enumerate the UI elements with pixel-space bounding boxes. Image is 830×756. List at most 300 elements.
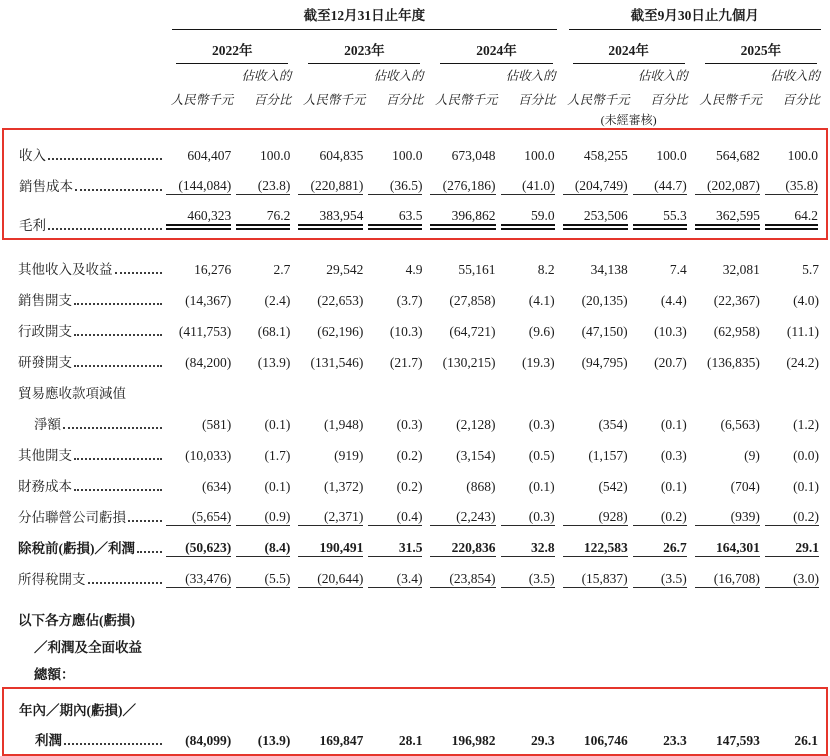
- amount-unit-label: 人民幣千元: [435, 93, 498, 107]
- cell-value: (8.4): [236, 540, 290, 557]
- row-label-text: 所得稅開支: [18, 572, 86, 587]
- row-label-cell: [3, 344, 166, 375]
- pct-cell: [501, 375, 563, 406]
- cell-value: 673,048: [451, 148, 496, 163]
- amount-cell: [298, 199, 368, 239]
- amount-cell: [563, 375, 633, 406]
- header-spacer: [298, 108, 368, 129]
- cell-value: (15,837): [563, 571, 628, 588]
- cell-value: 5.7: [802, 262, 819, 277]
- row-label-text: 研發開支: [18, 355, 72, 370]
- amount-cell: [298, 168, 368, 199]
- pct-cell: [501, 199, 563, 239]
- header-spacer: [563, 64, 633, 84]
- year-rule: 2025年: [705, 39, 817, 64]
- row-label-text: 利潤: [35, 733, 62, 748]
- cell-value: (94,795): [581, 355, 628, 370]
- amount-cell: [166, 660, 236, 688]
- cell-value: (0.1): [264, 417, 291, 432]
- table-row: [3, 530, 827, 561]
- cell-value: (0.1): [793, 479, 819, 494]
- table-row: [3, 168, 827, 199]
- pct-cell: [236, 168, 298, 199]
- amount-cell: [298, 633, 368, 660]
- pct-cell: [501, 313, 563, 344]
- pct-cell: [765, 129, 827, 168]
- row-label-cell: [3, 282, 166, 313]
- amount-cell: [430, 688, 500, 723]
- row-label-cell: [3, 499, 166, 530]
- table-row: [3, 660, 827, 688]
- amount-cell: [430, 598, 500, 633]
- pct-cell: [501, 282, 563, 313]
- year-header: [695, 30, 827, 64]
- cell-value: 362,595: [695, 208, 760, 226]
- amount-cell: [430, 633, 500, 660]
- table-row: [3, 468, 827, 499]
- cell-value: (939): [695, 509, 760, 526]
- row-label-cell: [3, 313, 166, 344]
- amount-cell: [695, 313, 765, 344]
- cell-value: 23.3: [663, 733, 687, 748]
- year-header: [166, 30, 298, 64]
- amount-cell: [430, 561, 500, 598]
- cell-value: (64,721): [449, 324, 496, 339]
- amount-cell: [563, 282, 633, 313]
- row-label: [4, 214, 166, 234]
- cell-value: (928): [563, 509, 628, 526]
- pct-cell: [633, 598, 695, 633]
- cell-value: (14,367): [185, 293, 232, 308]
- pct-cell: [633, 239, 695, 282]
- pct-cell: [633, 168, 695, 199]
- amount-cell: [166, 723, 236, 755]
- cell-value: (0.2): [396, 479, 423, 494]
- cell-value: (0.1): [264, 479, 291, 494]
- pct-cell: [633, 437, 695, 468]
- pct-cell: [501, 239, 563, 282]
- table-row: [3, 561, 827, 598]
- period-group-rule: 截至12月31日止年度: [172, 4, 556, 30]
- pct-cell: [368, 313, 430, 344]
- amount-cell: [298, 129, 368, 168]
- pct-cell: [236, 437, 298, 468]
- cell-value: (581): [202, 417, 232, 432]
- pct-cell: [765, 313, 827, 344]
- pct-cell: [236, 313, 298, 344]
- cell-value: 63.5: [368, 208, 422, 226]
- amount-cell: [298, 375, 368, 406]
- amount-cell: [430, 530, 500, 561]
- row-label-cell: [3, 688, 166, 723]
- amount-cell: [430, 468, 500, 499]
- amount-cell: [695, 406, 765, 437]
- cell-value: (0.1): [528, 479, 555, 494]
- header-spacer: [430, 108, 500, 129]
- pct-cell: [368, 660, 430, 688]
- amount-cell: [166, 688, 236, 723]
- cell-value: 16,276: [194, 262, 232, 277]
- row-label-text: 總額：: [34, 667, 75, 682]
- year-rule: 2023年: [308, 39, 420, 64]
- pct-cell: [501, 499, 563, 530]
- cell-value: (22,367): [713, 293, 760, 308]
- dot-leader: [63, 427, 162, 429]
- pct-cell: [236, 598, 298, 633]
- cell-value: (1.2): [793, 417, 819, 432]
- amount-cell: [695, 375, 765, 406]
- amount-cell: [695, 598, 765, 633]
- cell-value: 31.5: [368, 540, 422, 557]
- dot-leader: [88, 582, 163, 584]
- amount-cell: [166, 199, 236, 239]
- cell-value: 32.8: [501, 540, 555, 557]
- cell-value: 169,847: [319, 733, 364, 748]
- cell-value: (0.3): [501, 509, 555, 526]
- header-spacer: [430, 64, 500, 84]
- header-spacer: [166, 64, 236, 84]
- table-row: [3, 375, 827, 406]
- amount-cell: [166, 561, 236, 598]
- pct-cell: [633, 633, 695, 660]
- cell-value: (144,084): [166, 178, 231, 195]
- pct-cell: [368, 723, 430, 755]
- pct-cell: [501, 530, 563, 561]
- cell-value: (131,546): [310, 355, 364, 370]
- table-row: [3, 282, 827, 313]
- row-label-text: 其他開支: [18, 448, 72, 463]
- amount-cell: [166, 239, 236, 282]
- row-label: [3, 351, 166, 371]
- amount-cell: [298, 437, 368, 468]
- row-label-text: 行政開支: [18, 324, 72, 339]
- header-spacer: [368, 108, 430, 129]
- header-spacer: [3, 0, 166, 30]
- cell-value: 164,301: [695, 540, 760, 557]
- year-header: [430, 30, 562, 64]
- cell-value: (0.9): [236, 509, 290, 526]
- row-label-cell: [3, 437, 166, 468]
- pct-cell: [368, 598, 430, 633]
- pct-cell: [501, 168, 563, 199]
- pct-label-row: [3, 64, 827, 84]
- pct-cell: [765, 723, 827, 755]
- amount-cell: [563, 561, 633, 598]
- amount-cell: [166, 129, 236, 168]
- header-spacer: [695, 64, 765, 84]
- cell-value: 564,682: [715, 148, 760, 163]
- cell-value: (62,958): [713, 324, 760, 339]
- unit-header-row: [3, 84, 827, 108]
- pct-cell: [236, 660, 298, 688]
- cell-value: 26.1: [794, 733, 818, 748]
- pct-cell: [368, 282, 430, 313]
- amount-cell: [695, 437, 765, 468]
- pct-cell: [501, 344, 563, 375]
- row-label: [3, 663, 166, 683]
- row-label-cell: [3, 633, 166, 660]
- pct-cell: [368, 344, 430, 375]
- pct-cell: [633, 561, 695, 598]
- amount-cell: [695, 239, 765, 282]
- cell-value: (33,476): [166, 571, 231, 588]
- pct-cell: [633, 344, 695, 375]
- amount-cell: [166, 375, 236, 406]
- table-row: [3, 688, 827, 723]
- pct-cell: [765, 633, 827, 660]
- cell-value: (704): [730, 479, 760, 494]
- cell-value: (0.1): [660, 479, 687, 494]
- dot-leader: [74, 365, 162, 367]
- amount-cell: [695, 561, 765, 598]
- cell-value: 55.3: [633, 208, 687, 226]
- amount-cell: [430, 313, 500, 344]
- row-label-cell: [3, 598, 166, 633]
- unaudited-row: [3, 108, 827, 129]
- row-label-text: 貿易應收款項減值: [18, 386, 126, 401]
- pct-cell: [501, 598, 563, 633]
- amount-cell: [430, 723, 500, 755]
- pct-cell: [236, 530, 298, 561]
- cell-value: (0.0): [793, 448, 819, 463]
- cell-value: (20,644): [298, 571, 363, 588]
- pct-cell: [368, 530, 430, 561]
- cell-value: (354): [598, 417, 628, 432]
- row-label-text: 毛利: [19, 218, 46, 233]
- cell-value: 100.0: [392, 148, 423, 163]
- row-label-text: 收入: [19, 148, 46, 163]
- cell-value: (411,753): [178, 324, 232, 339]
- cell-value: 59.0: [501, 208, 555, 226]
- header-spacer: [236, 108, 298, 129]
- amount-cell: [695, 633, 765, 660]
- cell-value: (0.3): [660, 448, 687, 463]
- cell-value: (23,854): [430, 571, 495, 588]
- cell-value: (36.5): [368, 178, 422, 195]
- amount-cell: [166, 282, 236, 313]
- row-label: [4, 729, 166, 749]
- cell-value: (0.5): [528, 448, 555, 463]
- table-row: [3, 344, 827, 375]
- cell-value: (27,858): [449, 293, 496, 308]
- cell-value: 396,862: [430, 208, 495, 226]
- row-label-text: 分佔聯營公司虧損: [18, 510, 126, 525]
- amount-cell: [298, 239, 368, 282]
- period-group-title: [166, 0, 562, 30]
- pct-cell: [765, 344, 827, 375]
- pct-cell: [633, 530, 695, 561]
- cell-value: (5.5): [236, 571, 290, 588]
- highlight-box-revenue-grossprofit: [3, 129, 827, 239]
- amount-cell: [695, 168, 765, 199]
- cell-value: (21.7): [389, 355, 423, 370]
- row-label: [3, 636, 166, 656]
- row-label-text: 銷售開支: [18, 293, 72, 308]
- cell-value: (24.2): [786, 355, 819, 370]
- cell-value: (2,243): [430, 509, 495, 526]
- pct-unit-label: 百分比: [650, 93, 688, 107]
- amount-cell: [563, 660, 633, 688]
- pct-cell: [236, 129, 298, 168]
- dot-leader: [74, 303, 162, 305]
- highlight-box-profit-for-period: [3, 688, 827, 755]
- pct-cell: [368, 406, 430, 437]
- pct-cell: [236, 688, 298, 723]
- cell-value: (19.3): [521, 355, 555, 370]
- row-label: [3, 413, 166, 433]
- pct-unit-label: 百分比: [253, 93, 292, 107]
- amount-cell: [166, 499, 236, 530]
- cell-value: 604,407: [187, 148, 232, 163]
- dot-leader: [64, 743, 162, 745]
- dot-leader: [137, 551, 162, 553]
- pct-cell: [633, 468, 695, 499]
- cell-value: (3,154): [456, 448, 496, 463]
- pct-cell: [236, 468, 298, 499]
- cell-value: (47,150): [581, 324, 628, 339]
- pct-cell: [765, 406, 827, 437]
- dot-leader: [48, 158, 162, 160]
- cell-value: 122,583: [563, 540, 628, 557]
- dot-leader: [74, 334, 162, 336]
- pct-cell: [765, 282, 827, 313]
- amount-cell: [695, 660, 765, 688]
- cell-value: (1,948): [324, 417, 364, 432]
- row-label: [3, 506, 166, 526]
- cell-value: (0.4): [368, 509, 422, 526]
- cell-value: (3.0): [765, 571, 819, 588]
- cell-value: (276,186): [430, 178, 495, 195]
- cell-value: 34,138: [590, 262, 628, 277]
- pct-cell: [236, 375, 298, 406]
- pct-cell: [765, 499, 827, 530]
- header-spacer: [298, 64, 368, 84]
- amount-cell: [563, 406, 633, 437]
- row-label: [4, 699, 166, 719]
- row-label-cell: [3, 199, 166, 239]
- amount-unit-label: 人民幣千元: [170, 93, 234, 107]
- cell-value: (868): [466, 479, 496, 494]
- pct-cell: [236, 406, 298, 437]
- cell-value: (4.0): [793, 293, 819, 308]
- row-label-text: 以下各方應佔(虧損): [18, 613, 135, 628]
- dot-leader: [48, 228, 162, 230]
- cell-value: (23.8): [236, 178, 290, 195]
- amount-cell: [563, 129, 633, 168]
- amount-cell: [563, 468, 633, 499]
- row-label-cell: [3, 561, 166, 598]
- pct-cell: [368, 129, 430, 168]
- cell-value: (22,653): [317, 293, 364, 308]
- year-header-row: [3, 30, 827, 64]
- table-row: [3, 239, 827, 282]
- cell-value: (20.7): [654, 355, 687, 370]
- pct-cell: [765, 688, 827, 723]
- cell-value: (11.1): [786, 324, 819, 339]
- amount-cell: [563, 598, 633, 633]
- amount-cell: [563, 313, 633, 344]
- cell-value: 460,323: [166, 208, 231, 226]
- row-label: [3, 475, 166, 495]
- amount-cell: [563, 168, 633, 199]
- table-header: [3, 0, 827, 129]
- year-header: [563, 30, 695, 64]
- amount-cell: [563, 688, 633, 723]
- cell-value: (10.3): [389, 324, 423, 339]
- amount-cell: [563, 530, 633, 561]
- cell-value: 29.3: [530, 733, 555, 748]
- dot-leader: [128, 520, 162, 522]
- pct-of-revenue-label: 佔收入的: [769, 69, 820, 83]
- pct-of-revenue-label: 佔收入的: [373, 69, 424, 83]
- pct-cell: [633, 406, 695, 437]
- amount-cell: [430, 499, 500, 530]
- header-spacer: [3, 30, 166, 64]
- row-label-text: 財務成本: [18, 479, 72, 494]
- amount-cell: [298, 344, 368, 375]
- cell-value: 100.0: [259, 148, 291, 163]
- period-group-title: [563, 0, 827, 30]
- table-row: [3, 723, 827, 755]
- cell-value: (3.7): [396, 293, 423, 308]
- amount-cell: [430, 168, 500, 199]
- cell-value: 29.1: [765, 540, 819, 557]
- cell-value: (3.5): [501, 571, 555, 588]
- cell-value: (9): [744, 448, 760, 463]
- cell-value: 604,835: [319, 148, 364, 163]
- cell-value: 26.7: [633, 540, 687, 557]
- pct-cell: [501, 468, 563, 499]
- row-label: [3, 258, 166, 278]
- amount-cell: [298, 313, 368, 344]
- amount-cell: [166, 344, 236, 375]
- pct-unit-label: 百分比: [518, 93, 556, 107]
- amount-cell: [695, 499, 765, 530]
- pct-cell: [236, 723, 298, 755]
- pct-cell: [501, 688, 563, 723]
- pct-unit-label: 百分比: [782, 93, 820, 107]
- row-label-cell: [3, 723, 166, 755]
- cell-value: (35.8): [765, 178, 818, 195]
- pct-cell: [633, 660, 695, 688]
- cell-value: (0.2): [396, 448, 423, 463]
- amount-cell: [563, 344, 633, 375]
- row-label: [3, 382, 166, 402]
- cell-value: (4.4): [660, 293, 687, 308]
- amount-cell: [298, 282, 368, 313]
- table-row: [3, 499, 827, 530]
- amount-cell: [166, 168, 236, 199]
- cell-value: 7.4: [669, 262, 687, 277]
- pct-of-revenue-label: 佔收入的: [241, 69, 292, 83]
- cell-value: (41.0): [501, 178, 555, 195]
- amount-cell: [166, 530, 236, 561]
- table-row: [3, 199, 827, 239]
- amount-cell: [563, 633, 633, 660]
- pct-cell: [765, 660, 827, 688]
- amount-cell: [563, 499, 633, 530]
- table-row: [3, 633, 827, 660]
- table-row: [3, 598, 827, 633]
- cell-value: (542): [598, 479, 628, 494]
- row-label-cell: [3, 168, 166, 199]
- row-label-cell: [3, 530, 166, 561]
- cell-value: (6,563): [720, 417, 760, 432]
- cell-value: 29,542: [326, 262, 364, 277]
- pct-cell: [765, 239, 827, 282]
- year-rule: 2022年: [176, 39, 288, 64]
- cell-value: 253,506: [563, 208, 628, 226]
